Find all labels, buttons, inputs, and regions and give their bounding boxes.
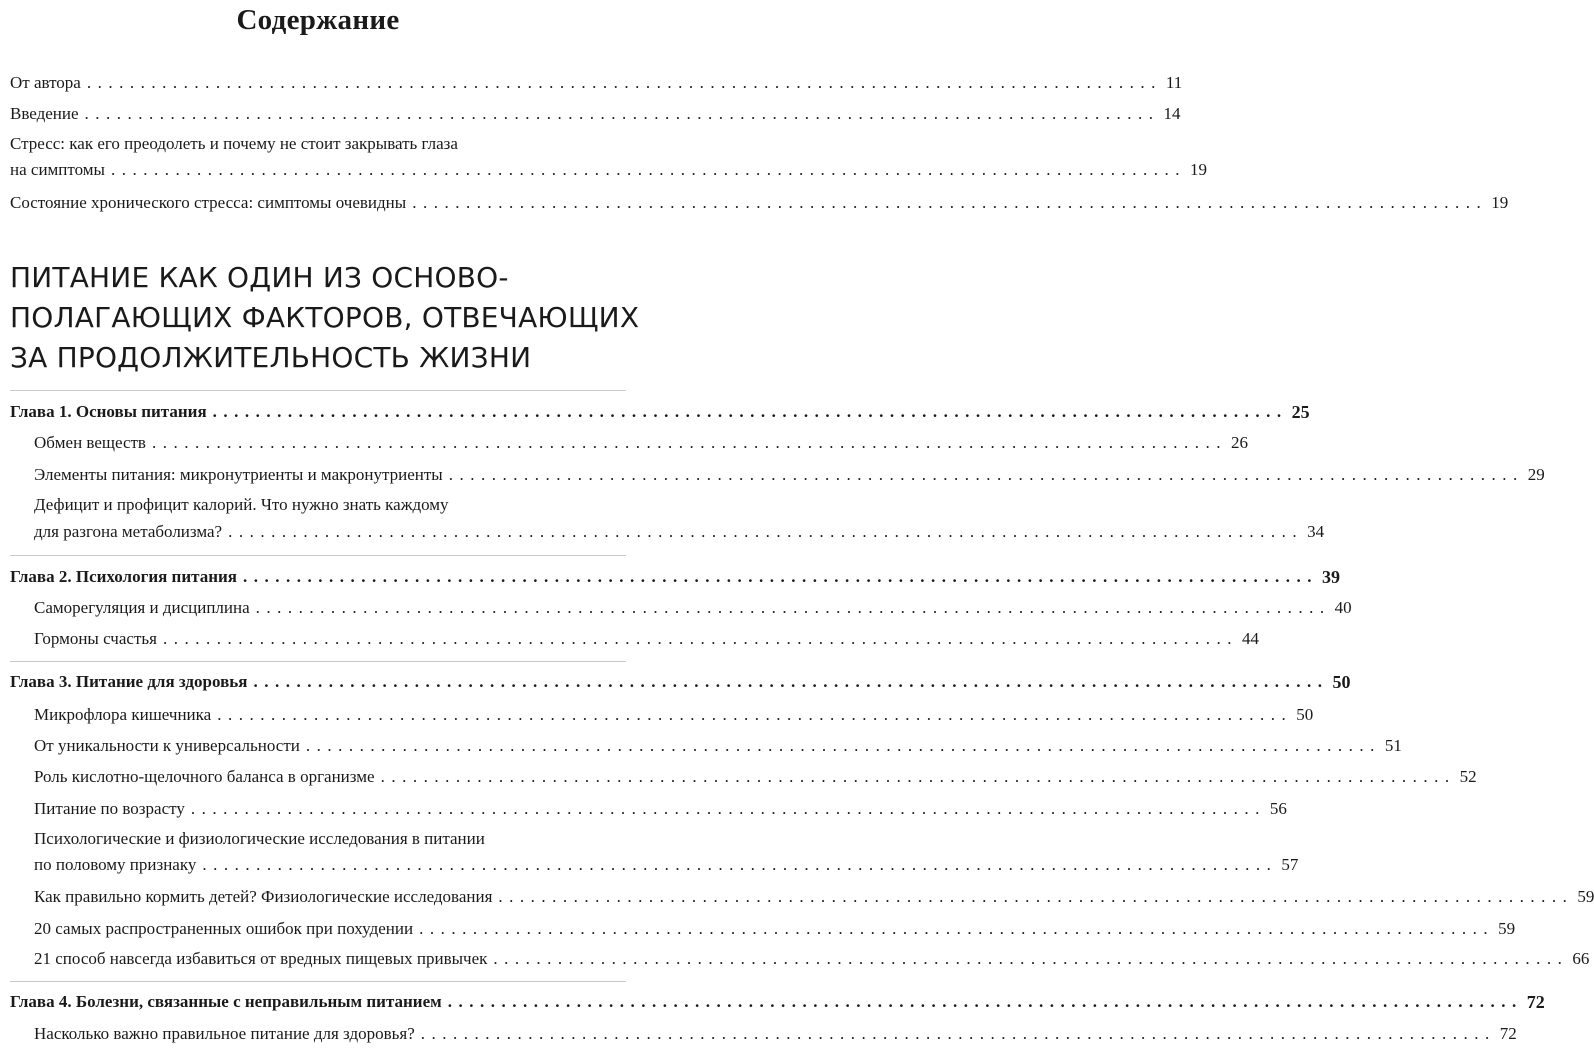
leader-dots: ....................................................................................................: [305, 736, 1381, 755]
toc-entry[interactable]: [34, 851, 1299, 875]
section-title: [10, 258, 640, 378]
leader-dots: ....................................................................................................: [190, 799, 1266, 818]
toc-page-number: 40: [1334, 598, 1352, 617]
leader-dots: ....................................................................................................: [447, 992, 1523, 1011]
toc-entry[interactable]: [34, 594, 1352, 618]
toc-entry-label: Роль кислотно-щелочного баланса в организме: [34, 767, 375, 786]
toc-page-number: 66: [1572, 949, 1590, 968]
toc-page-number: 25: [1291, 402, 1310, 422]
toc-entry[interactable]: [34, 945, 1590, 969]
divider: [10, 390, 626, 391]
toc-chapter-3[interactable]: [10, 668, 1351, 692]
divider: [10, 661, 626, 662]
toc-entry-stress[interactable]: [10, 156, 1207, 180]
divider: [10, 981, 626, 982]
toc-entry-label: для разгона метаболизма?: [34, 522, 223, 541]
toc-entry-label: 21 способ навсегда избавиться от вредных пищевых привычек: [34, 949, 488, 968]
toc-entry-label: От автора: [10, 73, 81, 92]
toc-page-number: 59: [1498, 919, 1516, 938]
leader-dots: ....................................................................................................: [419, 919, 1495, 938]
toc-entry[interactable]: [34, 461, 1545, 485]
leader-dots: ....................................................................................................: [253, 672, 1329, 691]
section-title-line: ПИТАНИЕ КАК ОДИН ИЗ ОСНОВО-: [10, 261, 509, 294]
toc-page-number: 72: [1526, 992, 1545, 1012]
toc-page-number: 56: [1269, 799, 1287, 818]
toc-page-number: 19: [1189, 160, 1207, 179]
toc-entry-label: Насколько важно правильное питание для здоровья?: [34, 1024, 415, 1043]
leader-dots: ....................................................................................................: [380, 767, 1456, 786]
toc-entry-label: Элементы питания: микронутриенты и макронутриенты: [34, 465, 443, 484]
leader-dots: ....................................................................................................: [412, 193, 1488, 212]
toc-page-number: 44: [1241, 629, 1259, 648]
toc-page-number: 72: [1499, 1024, 1517, 1043]
toc-entry-label: Обмен веществ: [34, 433, 146, 452]
toc-entry-label: Введение: [10, 104, 79, 123]
leader-dots: ....................................................................................................: [493, 949, 1569, 968]
leader-dots: ....................................................................................................: [243, 567, 1318, 586]
toc-chapter-2[interactable]: [10, 563, 1340, 587]
toc-entry-label-line1: Дефицит и профицит калорий. Что нужно знать каждому: [34, 495, 449, 514]
leader-dots: ....................................................................................................: [498, 887, 1574, 906]
section-title-line: ЗА ПРОДОЛЖИТЕЛЬНОСТЬ ЖИЗНИ: [10, 341, 532, 374]
toc-entry[interactable]: [34, 763, 1477, 787]
chapter-title: Глава 1. Основы питания: [10, 402, 207, 421]
toc-entry-author[interactable]: [10, 69, 1183, 93]
toc-entry[interactable]: [34, 915, 1516, 939]
toc-entry-label: на симптомы: [10, 160, 105, 179]
toc-entry[interactable]: [34, 732, 1402, 756]
toc-page-number: 29: [1527, 465, 1545, 484]
toc-page-number: 52: [1459, 767, 1477, 786]
leader-dots: ....................................................................................................: [86, 73, 1162, 92]
toc-page-number: 51: [1384, 736, 1402, 755]
page-title: Содержание: [236, 4, 400, 36]
toc-entry-label-line1: Стресс: как его преодолеть и почему не стоит закрывать глаза: [10, 134, 458, 153]
toc-chapter-1[interactable]: [10, 398, 1310, 422]
toc-entry-label: Питание по возрасту: [34, 799, 185, 818]
toc-entry[interactable]: [34, 429, 1248, 453]
leader-dots: ....................................................................................................: [212, 402, 1288, 421]
toc-entry-label: 20 самых распространенных ошибок при похудении: [34, 919, 414, 938]
leader-dots: ....................................................................................................: [110, 160, 1186, 179]
leader-dots: ....................................................................................................: [84, 104, 1160, 123]
chapter-title: Глава 3. Питание для здоровья: [10, 672, 248, 691]
toc-page-number: 19: [1491, 193, 1509, 212]
toc-page-number: 34: [1307, 522, 1325, 541]
toc-entry-introduction[interactable]: [10, 100, 1181, 124]
toc-entry[interactable]: [34, 883, 1594, 907]
leader-dots: ....................................................................................................: [255, 598, 1331, 617]
toc-entry[interactable]: [34, 701, 1314, 725]
toc-entry-label: Гормоны счастья: [34, 629, 157, 648]
toc-page-number: 59: [1577, 887, 1594, 906]
toc-entry[interactable]: [34, 625, 1259, 649]
chapter-title: Глава 2. Психология питания: [10, 567, 237, 586]
toc-entry[interactable]: [34, 795, 1287, 819]
toc-page-number: 26: [1230, 433, 1248, 452]
toc-entry-label: Микрофлора кишечника: [34, 705, 212, 724]
toc-page-number: 39: [1322, 567, 1340, 587]
leader-dots: ....................................................................................................: [162, 629, 1238, 648]
toc-entry-label: по половому признаку: [34, 855, 197, 874]
chapter-title: Глава 4. Болезни, связанные с неправильным питанием: [10, 992, 442, 1011]
toc-entry-label: От уникальности к универсальности: [34, 736, 300, 755]
section-title-line: ПОЛАГАЮЩИХ ФАКТОРОВ, ОТВЕЧАЮЩИХ: [10, 301, 640, 334]
toc-entry-label: Саморегуляция и дисциплина: [34, 598, 250, 617]
leader-dots: ....................................................................................................: [228, 522, 1304, 541]
leader-dots: ....................................................................................................: [448, 465, 1524, 484]
leader-dots: ....................................................................................................: [151, 433, 1227, 452]
toc-page-number: 11: [1165, 73, 1183, 92]
toc-entry-label: Состояние хронического стресса: симптомы очевидны: [10, 193, 407, 212]
toc-chapter-4[interactable]: [10, 988, 1545, 1012]
toc-entry[interactable]: [34, 1020, 1517, 1044]
toc-entry-label-line1: Психологические и физиологические исследования в питании: [34, 829, 485, 848]
toc-entry[interactable]: [34, 518, 1325, 542]
toc-page-number: 57: [1281, 855, 1299, 874]
toc-entry-chronic-stress[interactable]: [10, 189, 1509, 213]
leader-dots: ....................................................................................................: [217, 705, 1293, 724]
toc-entry-label: Как правильно кормить детей? Физиологические исследования: [34, 887, 493, 906]
toc-page-number: 50: [1332, 672, 1351, 692]
leader-dots: ....................................................................................................: [420, 1024, 1496, 1043]
leader-dots: ....................................................................................................: [202, 855, 1278, 874]
toc-page-number: 14: [1163, 104, 1181, 123]
toc-page-number: 50: [1296, 705, 1314, 724]
divider: [10, 555, 626, 556]
